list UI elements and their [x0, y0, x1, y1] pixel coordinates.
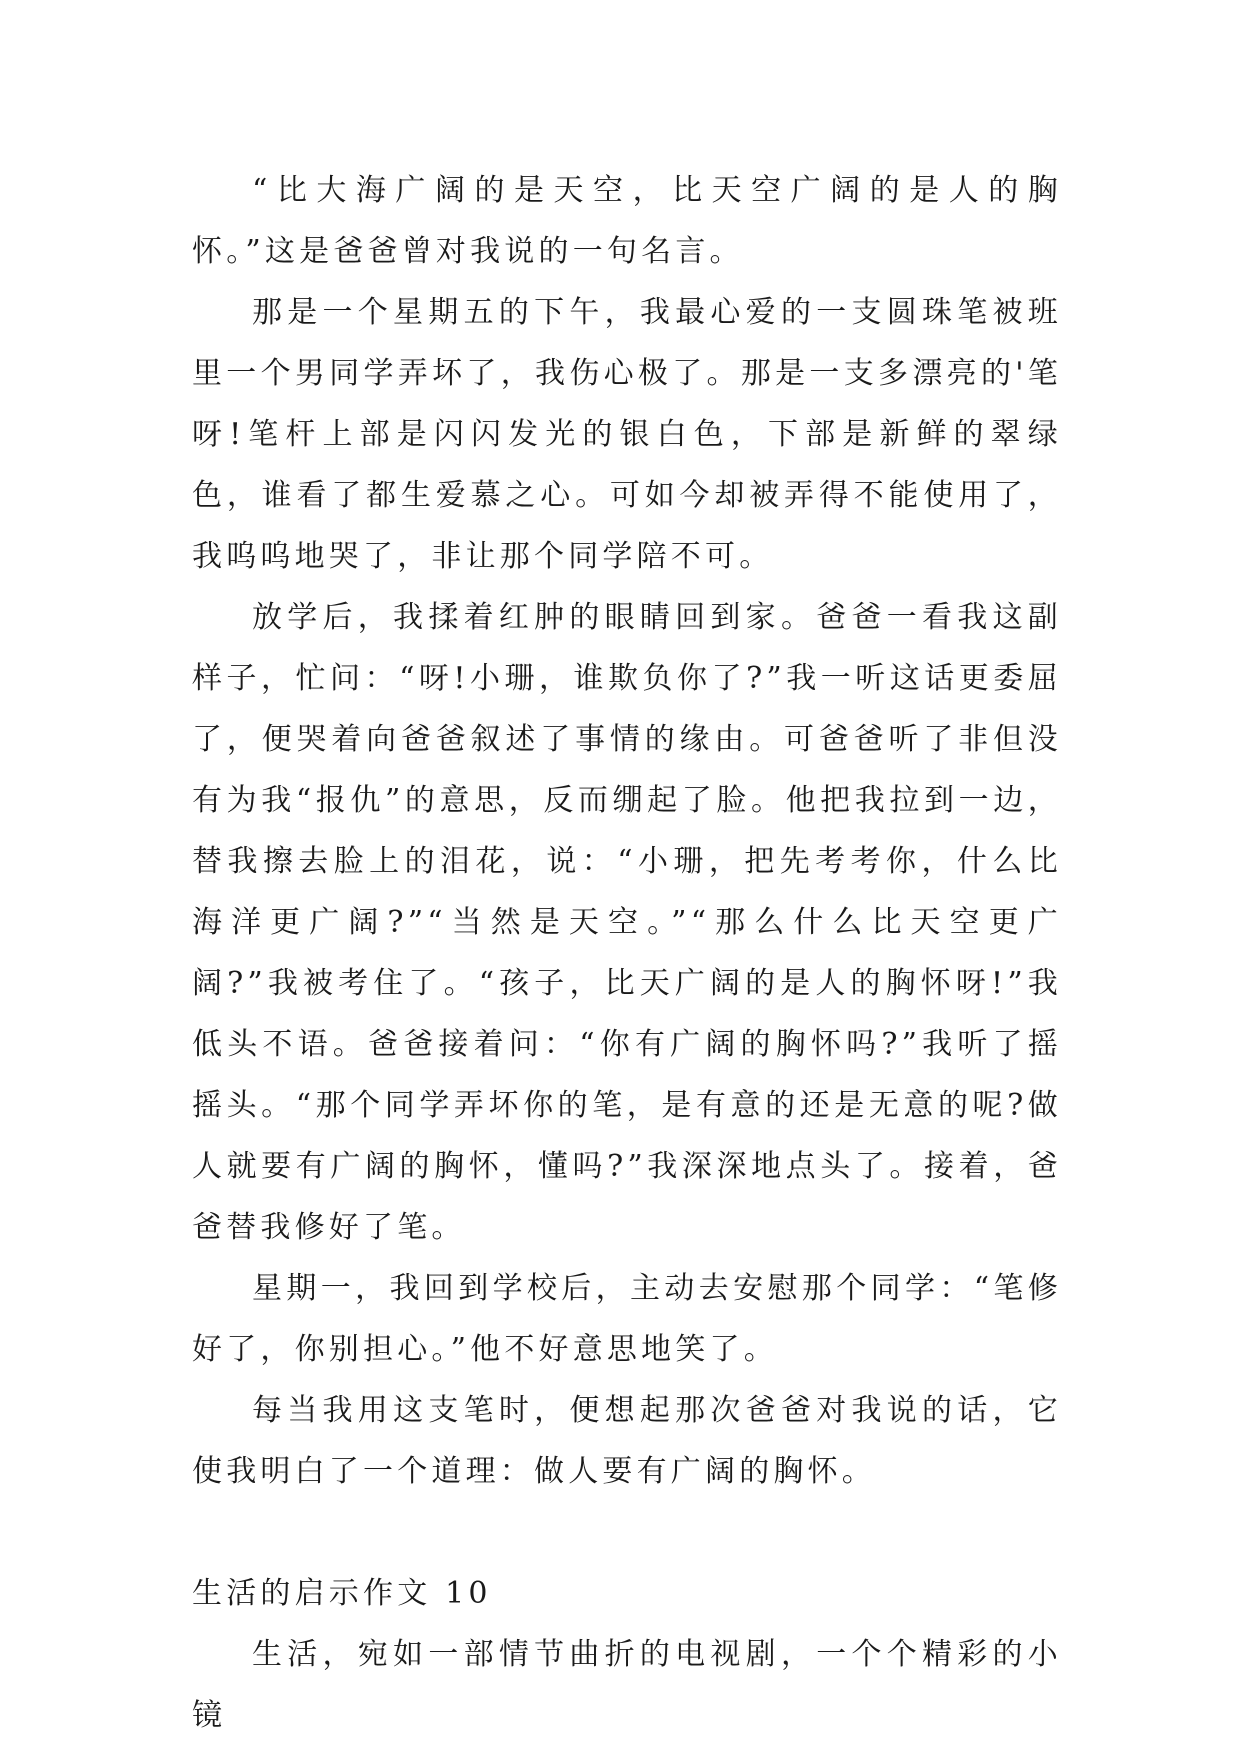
paragraph-4: 星期一，我回到学校后，主动去安慰那个同学：“笔修好了，你别担心。”他不好意思地笑了。	[192, 1271, 1062, 1367]
paragraph-2: 那是一个星期五的下午，我最心爱的一支圆珠笔被班里一个男同学弄坏了，我伤心极了。那是一支多漂亮的'笔呀!笔杆上部是闪闪发光的银白色，下部是新鲜的翠绿色，谁看了都生爱慕之心。可如今却被弄得不能使用了，我呜呜地哭了，非让那个同学陪不可。	[192, 295, 1062, 574]
section-heading: 生活的启示作文 10	[192, 1576, 492, 1611]
paragraph-5: 每当我用这支笔时，便想起那次爸爸对我说的话，它使我明白了一个道理：做人要有广阔的胸怀。	[192, 1393, 1062, 1489]
paragraph-3: 放学后，我揉着红肿的眼睛回到家。爸爸一看我这副样子，忙问：“呀!小珊，谁欺负你了?”我一听这话更委屈了，便哭着向爸爸叙述了事情的缘由。可爸爸听了非但没有为我“报仇”的意思，反而绷起了脸。他把我拉到一边，替我擦去脸上的泪花，说：“小珊，把先考考你，什么比海洋更广阔?”“当然是天空。”“那么什么比天空更广阔?”我被考住了。“孩子，比天广阔的是人的胸怀呀!”我低头不语。爸爸接着问：“你有广阔的胸怀吗?”我听了摇摇头。“那个同学弄坏你的笔，是有意的还是无意的呢?做人就要有广阔的胸怀，懂吗?”我深深地点头了。接着，爸爸替我修好了笔。	[192, 600, 1062, 1245]
paragraph-6: 生活，宛如一部情节曲折的电视剧，一个个精彩的小镜	[192, 1637, 1062, 1733]
document-body	[192, 160, 1062, 1746]
paragraph-1: “比大海广阔的是天空，比天空广阔的是人的胸怀。”这是爸爸曾对我说的一句名言。	[192, 173, 1062, 269]
